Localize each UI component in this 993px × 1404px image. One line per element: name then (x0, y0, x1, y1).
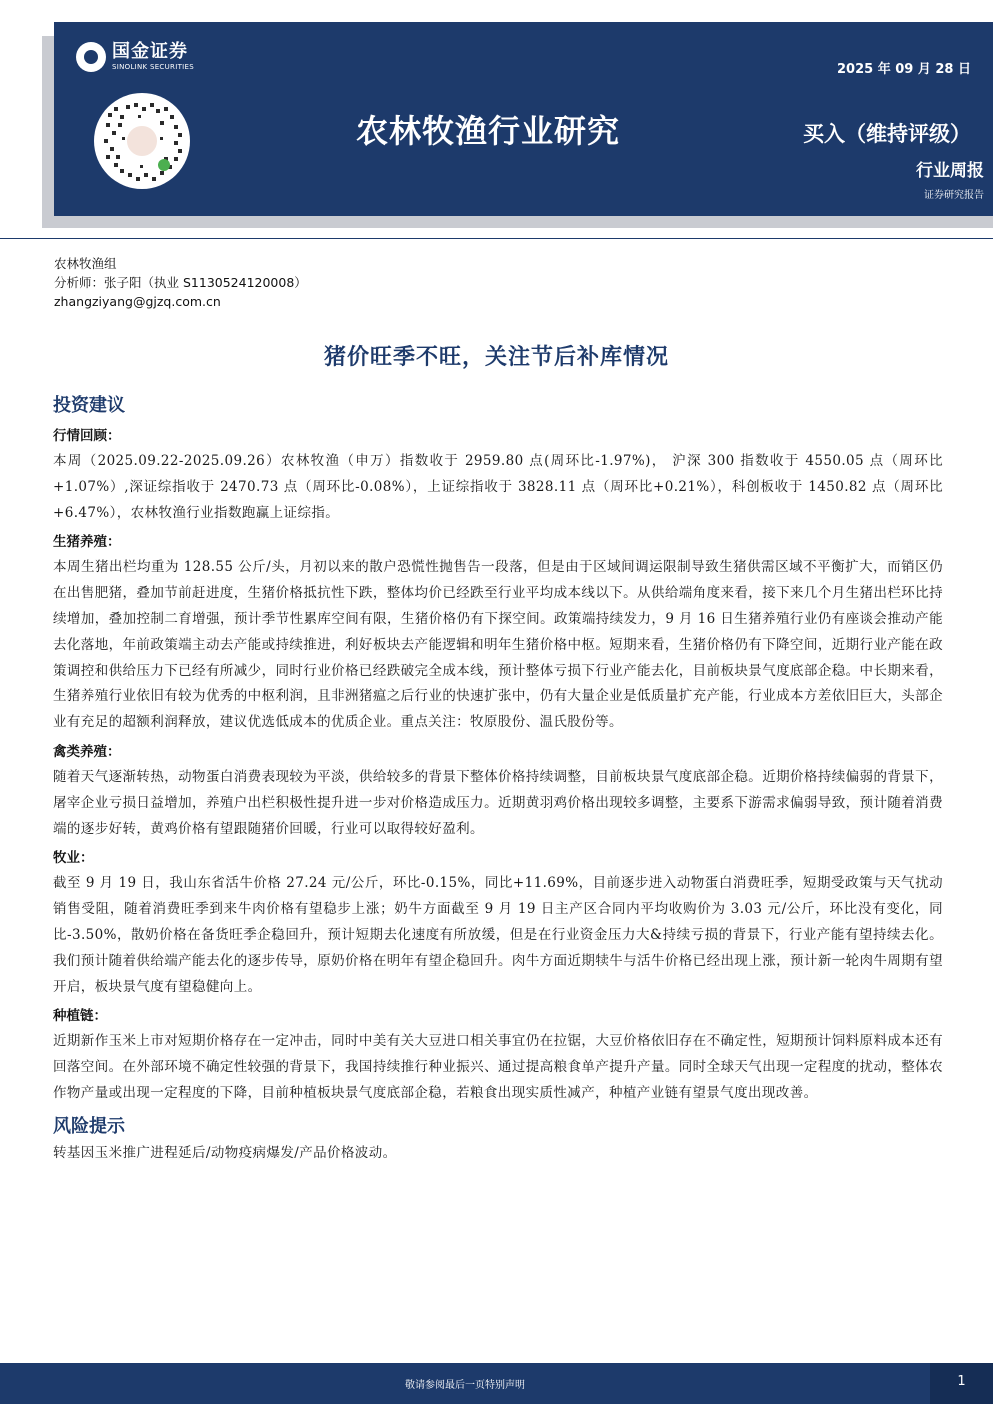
brand-name-cn: 国金证券 (112, 41, 188, 62)
sinolink-logo-icon (76, 42, 106, 72)
brand (76, 42, 194, 72)
analyst-info (54, 254, 307, 311)
brand-name-en: SINOLINK SECURITIES (112, 63, 194, 71)
report-type: 行业周报 (916, 161, 984, 181)
report-title: 农林牧渔行业研究 (356, 112, 621, 150)
paragraph-hog: 本周生猪出栏均重为 128.55 公斤/头，月初以来的散户恐慌性抛售告一段落，但是由于区域间调运限制导致生猪供需区域不平衡扩大，而销区仍在出售肥猪，叠加节前赶进度，生猪价格抵抗性下跌，整体均价已经跌至行业平均成本线以下。从供给端角度来看，接下来几个月生猪出栏环比持续增加，叠加控制二育增强，预计季节性累库空间有限，生猪价格仍有下探空间。政策端持续发力，9 月 16 日生猪养殖行业仍有座谈会推动产能去化落地，年前政策端主动去产能或持续推进，利好板块去产能逻辑和明年生猪价格中枢。短期来看，生猪价格仍有下降空间，近期行业产能在政策调控和供给压力下已经有所减少，同时行业价格已经跌破完全成本线，预计整体亏损下行业产能去化，目前板块景气度底部企稳。中长期来看，生猪养殖行业依旧有较为优秀的中枢利润，且非洲猪瘟之后行业的快速扩张中，仍有大量企业是低质量扩充产能，行业成本方差依旧巨大，头部企业有充足的超额利润释放，建议优选低成本的优质企业。重点关注：牧原股份、温氏股份等。 (53, 559, 943, 731)
footer-bar (0, 1363, 993, 1404)
rating-label: 买入（维持评级） (803, 122, 971, 146)
qr-center-logo (125, 124, 159, 158)
section-heading-investment: 投资建议 (53, 395, 125, 416)
qr-code-icon (94, 93, 190, 189)
paragraph-market-review: 本周（2025.09.22-2025.09.26）农林牧渔（申万）指数收于 2959.80 点(周环比-1.97%)， 沪深 300 指数收于 4550.05 点（周环比+1.07%）,深证综指收于 2470.73 点（周环比-0.08%），上证综指收于 3828.11 点（周环比+0.21%），科创板收于 1450.82 点（周环比+6.47%），农林牧渔行业指数跑赢上证综指。 (53, 453, 943, 521)
report-body (53, 392, 943, 1167)
paragraph-planting: 近期新作玉米上市对短期价格存在一定冲击，同时中美有关大豆进口相关事宜仍在拉锯，大豆价格依旧存在不确定性，短期预计饲料原料成本还有回落空间。在外部环境不确定性较强的背景下，我国持续推行种业振兴、通过提高粮食单产提升产量。同时全球天气出现一定程度的扰动，整体农作物产量或出现一定程度的下降，目前种植板块景气度底部企稳，若粮食出现实质性减产，种植产业链有望景气度出现改善。 (53, 1033, 943, 1101)
paragraph-poultry: 随着天气逐渐转热，动物蛋白消费表现较为平淡，供给较多的背景下整体价格持续调整，目前板块景气度底部企稳。近期价格持续偏弱的背景下，屠宰企业亏损日益增加，养殖户出栏积极性提升进一步对价格造成压力。近期黄羽鸡价格出现较多调整，主要系下游需求偏弱导致，预计随着消费端的逐步好转，黄鸡价格有望跟随猪价回暖，行业可以取得较好盈利。 (53, 768, 943, 837)
paragraph-risk: 转基因玉米推广进程延后/动物疫病爆发/产品价格波动。 (53, 1144, 397, 1161)
subheading-planting: 种植链： (53, 1008, 107, 1025)
report-date: 2025 年 09 月 28 日 (837, 62, 971, 77)
report-headline: 猪价旺季不旺，关注节后补库情况 (323, 345, 669, 370)
section-heading-risk: 风险提示 (53, 1115, 125, 1137)
analyst-group: 农林牧渔组 (54, 256, 117, 271)
analyst-name: 分析师：张子阳（执业 S1130524120008） (54, 275, 307, 290)
subheading-market-review: 行情回顾： (53, 428, 121, 444)
analyst-email[interactable]: zhangziyang@gjzq.com.cn (54, 294, 221, 309)
brand-text (112, 43, 194, 71)
paragraph-livestock: 截至 9 月 19 日，我山东省活牛价格 27.24 元/公斤，环比-0.15%，同比+11.69%，目前逐步进入动物蛋白消费旺季，短期受政策与天气扰动销售受阻，随着消费旺季到来牛肉价格有望稳步上涨；奶牛方面截至 9 月 19 日主产区合同内平均收购价为 3.03 元/公斤，环比没有变化，同比-3.50%，散奶价格在备货旺季企稳回升，预计短期去化速度有所放缓，但是在行业资金压力大&持续亏损的背景下，行业产能有望持续去化。我们预计随着供给端产能去化的逐步传导，原奶价格在明年有望企稳回升。肉牛方面近期犊牛与活牛价格已经出现上涨，预计新一轮肉牛周期有望开启，板块景气度有望稳健向上。 (53, 875, 943, 995)
report-category: 证券研究报告 (924, 190, 984, 201)
subheading-poultry: 禽类养殖： (53, 743, 121, 760)
subheading-hog: 生猪养殖： (53, 534, 121, 551)
page-number: 1 (957, 1374, 966, 1389)
subheading-livestock: 牧业： (53, 850, 94, 867)
footer-disclaimer-note: 敬请参阅最后一页特别声明 (405, 1380, 525, 1391)
header-divider (0, 238, 993, 239)
